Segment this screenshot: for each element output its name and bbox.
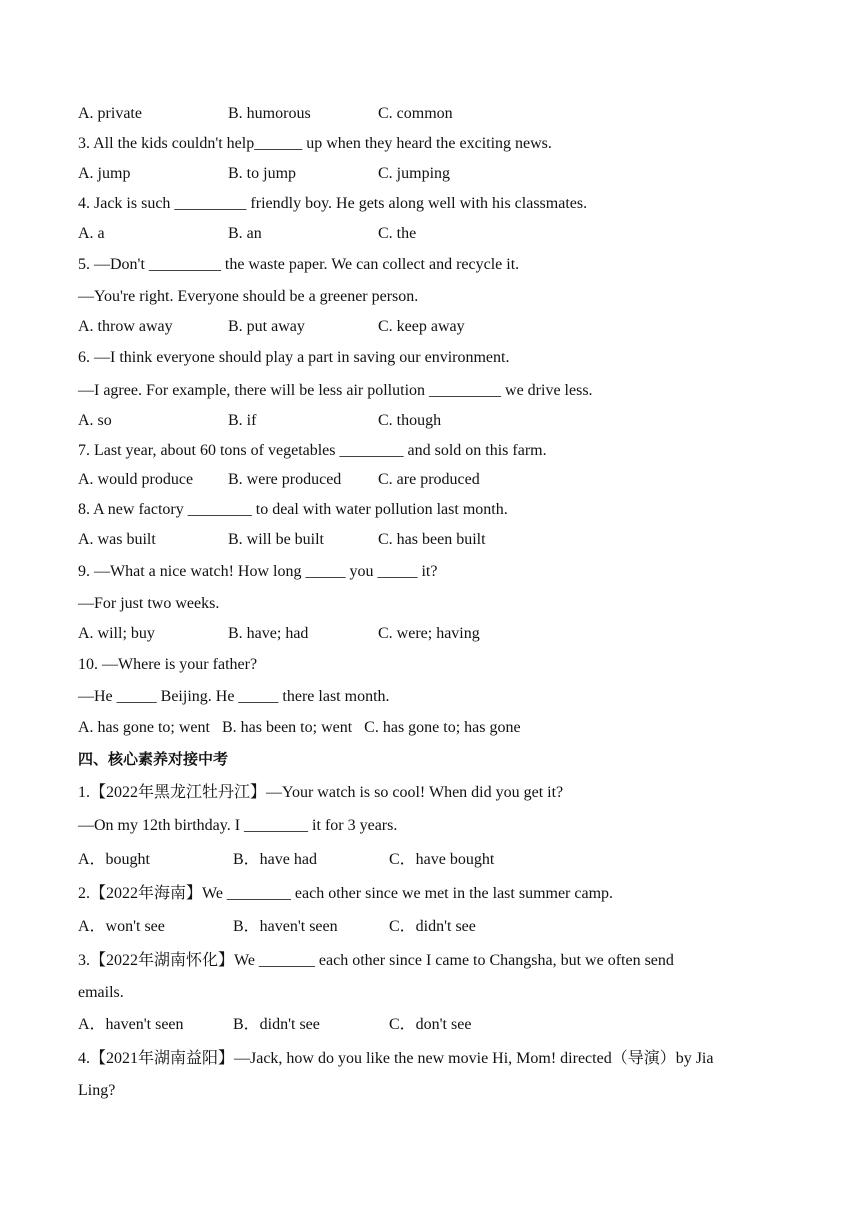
option-a: A. was built xyxy=(78,531,156,548)
exam-question-3-continued: emails. xyxy=(78,984,124,1001)
option-c: C. were; having xyxy=(378,625,480,642)
option-b: B. will be built xyxy=(228,531,324,548)
exam-question-1-response: —On my 12th birthday. I ________ it for 3 years. xyxy=(78,817,398,834)
question-6: 6. —I think everyone should play a part in saving our environment. xyxy=(78,349,510,366)
option-a: A. private xyxy=(78,105,142,122)
option-c: C．don't see xyxy=(389,1016,472,1033)
exam-question-3: 3.【2022年湖南怀化】We _______ each other since I came to Changsha, but we often send xyxy=(78,952,674,969)
option-c: C. the xyxy=(378,225,417,242)
option-c: C. common xyxy=(378,105,453,122)
option-a: A．won't see xyxy=(78,918,165,935)
exam-question-1: 1.【2022年黑龙江牡丹江】—Your watch is so cool! When did you get it? xyxy=(78,784,564,801)
question-3: 3. All the kids couldn't help______ up when they heard the exciting news. xyxy=(78,135,552,152)
option-a: A. will; buy xyxy=(78,625,155,642)
option-c: C. jumping xyxy=(378,165,451,182)
exam-question-4: 4.【2021年湖南益阳】—Jack, how do you like the new movie Hi, Mom! directed（导演）by Jia xyxy=(78,1050,714,1067)
option-c: C. has been built xyxy=(378,531,486,548)
question-5: 5. —Don't _________ the waste paper. We can collect and recycle it. xyxy=(78,256,520,273)
question-10-response: —He _____ Beijing. He _____ there last month. xyxy=(78,688,390,705)
question-4: 4. Jack is such _________ friendly boy. He gets along well with his classmates. xyxy=(78,195,588,212)
question-8: 8. A new factory ________ to deal with water pollution last month. xyxy=(78,501,508,518)
option-b: B. were produced xyxy=(228,471,342,488)
option-c: C. though xyxy=(378,412,442,429)
option-b: B．have had xyxy=(233,851,317,868)
option-a: A. so xyxy=(78,412,112,429)
option-a: A．haven't seen xyxy=(78,1016,184,1033)
option-b: B. have; had xyxy=(228,625,309,642)
option-c: C. keep away xyxy=(378,318,465,335)
question-10-options: A. has gone to; went B. has been to; went C. has gone to; has gone xyxy=(78,719,521,736)
option-c: C．didn't see xyxy=(389,918,476,935)
question-6-response: —I agree. For example, there will be less air pollution _________ we drive less. xyxy=(78,382,593,399)
option-a: A. throw away xyxy=(78,318,173,335)
exam-question-2: 2.【2022年海南】We ________ each other since we met in the last summer camp. xyxy=(78,885,614,902)
question-9: 9. —What a nice watch! How long _____ you _____ it? xyxy=(78,563,438,580)
option-a: A. would produce xyxy=(78,471,194,488)
question-7: 7. Last year, about 60 tons of vegetables ________ and sold on this farm. xyxy=(78,442,547,459)
question-10: 10. —Where is your father? xyxy=(78,656,258,673)
option-b: B. to jump xyxy=(228,165,297,182)
option-c: C．have bought xyxy=(389,851,495,868)
question-5-response: —You're right. Everyone should be a greener person. xyxy=(78,288,419,305)
option-b: B．haven't seen xyxy=(233,918,338,935)
question-9-response: —For just two weeks. xyxy=(78,595,220,612)
exam-question-4-continued: Ling? xyxy=(78,1082,116,1099)
option-c: C. are produced xyxy=(378,471,480,488)
option-a: A．bought xyxy=(78,851,151,868)
section-heading: 四、核心素养对接中考 xyxy=(78,750,229,768)
option-a: A. a xyxy=(78,225,105,242)
option-b: B. put away xyxy=(228,318,305,335)
option-b: B. an xyxy=(228,225,262,242)
option-b: B．didn't see xyxy=(233,1016,320,1033)
option-b: B. if xyxy=(228,412,257,429)
option-a: A. jump xyxy=(78,165,131,182)
option-b: B. humorous xyxy=(228,105,311,122)
